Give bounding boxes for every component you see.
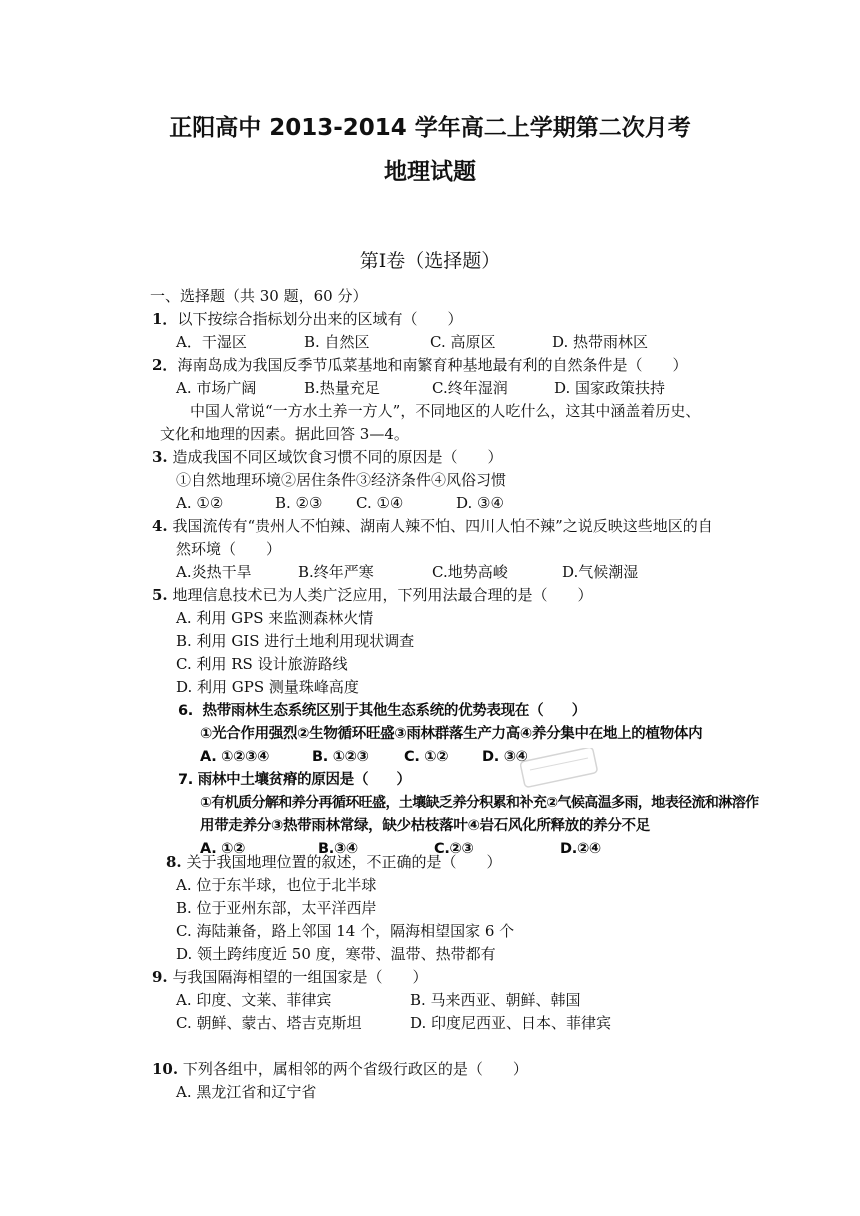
question-6-number: 6. bbox=[178, 703, 193, 719]
q8-option-b: B. 位于亚州东部，太平洋西岸 bbox=[176, 899, 377, 917]
q1-option-b: B. 自然区 bbox=[304, 333, 370, 351]
q8-option-c: C. 海陆兼备，路上邻国 14 个，隔海相望国家 6 个 bbox=[176, 922, 515, 940]
q7-option-a: A. ①② bbox=[200, 841, 246, 857]
q4-option-c: C.地势高峻 bbox=[432, 563, 508, 581]
q9-option-c: C. 朝鲜、蒙古、塔吉克斯坦 bbox=[176, 1014, 362, 1032]
question-5-text: 地理信息技术已为人类广泛应用，下列用法最合理的是（ ） bbox=[172, 586, 593, 604]
question-1 bbox=[152, 309, 462, 329]
q4-option-a: A.炎热干旱 bbox=[176, 563, 252, 581]
question-9-text: 与我国隔海相望的一组国家是（ ） bbox=[172, 968, 428, 986]
question-4 bbox=[152, 516, 713, 536]
q6-option-b: B. ①②③ bbox=[312, 749, 369, 765]
exam-title: 正阳高中 2013-2014 学年高二上学期第二次月考 bbox=[169, 115, 691, 141]
q1-option-d: D. 热带雨林区 bbox=[552, 333, 649, 351]
question-9 bbox=[152, 967, 427, 987]
q7-stem-line-2: 用带走养分③热带雨林常绿，缺少枯枝落叶④岩石风化所释放的养分不足 bbox=[200, 818, 650, 834]
q2-option-d: D. 国家政策扶持 bbox=[554, 379, 666, 397]
question-1-text: 以下按综合指标划分出来的区域有（ ） bbox=[177, 310, 463, 328]
q3-stem: ①自然地理环境②居住条件③经济条件④风俗习惯 bbox=[176, 471, 507, 489]
question-3 bbox=[152, 447, 502, 467]
q3-option-a: A. ①② bbox=[176, 494, 224, 512]
question-2 bbox=[152, 355, 687, 375]
watermark-stamp-icon bbox=[520, 748, 600, 788]
section-heading: 一、选择题（共 30 题，60 分） bbox=[150, 287, 368, 305]
q6-option-c: C. ①② bbox=[404, 749, 449, 765]
question-6-text: 热带雨林生态系统区别于其他生态系统的优势表现在（ ） bbox=[202, 703, 586, 719]
passage-line-1: 中国人常说“一方水土养一方人”，不同地区的人吃什么，这其中涵盖着历史、 bbox=[190, 402, 701, 420]
q2-option-b: B.热量充足 bbox=[304, 379, 380, 397]
q7-option-b: B.③④ bbox=[318, 841, 358, 857]
volume-heading: 第Ⅰ卷（选择题） bbox=[359, 250, 501, 272]
q8-option-d: D. 领土跨纬度近 50 度，寒带、温带、热带都有 bbox=[176, 945, 496, 963]
q8-option-a: A. 位于东半球，也位于北半球 bbox=[176, 876, 377, 894]
q5-option-b: B. 利用 GIS 进行土地利用现状调查 bbox=[176, 632, 415, 650]
question-3-text: 造成我国不同区域饮食习惯不同的原因是（ ） bbox=[172, 448, 503, 466]
q2-option-c: C.终年湿润 bbox=[432, 379, 508, 397]
passage-line-2: 文化和地理的因素。据此回答 3—4。 bbox=[160, 425, 409, 443]
q3-option-b: B. ②③ bbox=[275, 494, 323, 512]
q6-stem: ①光合作用强烈②生物循环旺盛③雨林群落生产力高④养分集中在地上的植物体内 bbox=[200, 726, 703, 742]
q6-option-d: D. ③④ bbox=[482, 749, 528, 765]
q9-option-d: D. 印度尼西亚、日本、菲律宾 bbox=[410, 1014, 612, 1032]
question-9-number: 9. bbox=[152, 968, 168, 986]
q7-option-d: D.②④ bbox=[560, 841, 601, 857]
question-4-text-cont: 然环境（ ） bbox=[176, 540, 282, 558]
q7-stem-line-1: ①有机质分解和养分再循环旺盛，土壤缺乏养分积累和补充②气候高温多雨，地表径流和淋溶作 bbox=[200, 795, 759, 811]
q4-option-b: B.终年严寒 bbox=[298, 563, 374, 581]
q1-option-c: C. 高原区 bbox=[430, 333, 496, 351]
question-6 bbox=[178, 701, 586, 721]
question-1-number: 1． bbox=[152, 310, 178, 328]
question-4-text: 我国流传有“贵州人不怕辣、湖南人辣不怕、四川人怕不辣”之说反映这些地区的自 bbox=[172, 517, 713, 535]
question-7-text: 雨林中土壤贫瘠的原因是（ ） bbox=[197, 772, 411, 788]
question-3-number: 3. bbox=[152, 448, 168, 466]
q10-option-a: A. 黑龙江省和辽宁省 bbox=[176, 1083, 317, 1101]
question-8-number: 8. bbox=[166, 853, 182, 871]
q9-option-a: A. 印度、文莱、菲律宾 bbox=[176, 991, 332, 1009]
question-2-number: 2． bbox=[152, 356, 178, 374]
question-10-number: 10. bbox=[152, 1060, 179, 1078]
question-7-number: 7. bbox=[178, 772, 193, 788]
q9-option-b: B. 马来西亚、朝鲜、韩国 bbox=[410, 991, 581, 1009]
q3-option-d: D. ③④ bbox=[456, 494, 504, 512]
q5-option-c: C. 利用 RS 设计旅游路线 bbox=[176, 655, 348, 673]
q5-option-a: A. 利用 GPS 来监测森林火情 bbox=[176, 609, 374, 627]
q3-option-c: C. ①④ bbox=[356, 494, 404, 512]
question-10-text: 下列各组中，属相邻的两个省级行政区的是（ ） bbox=[182, 1060, 528, 1078]
q4-option-d: D.气候潮湿 bbox=[562, 563, 639, 581]
q1-option-a: A．干湿区 bbox=[176, 333, 247, 351]
question-8 bbox=[166, 852, 501, 872]
q2-option-a: A. 市场广阔 bbox=[176, 379, 257, 397]
q5-option-d: D. 利用 GPS 测量珠峰高度 bbox=[176, 678, 359, 696]
question-8-text: 关于我国地理位置的叙述，不正确的是（ ） bbox=[186, 853, 502, 871]
question-7 bbox=[178, 770, 411, 790]
question-2-text: 海南岛成为我国反季节瓜菜基地和南繁育种基地最有利的自然条件是（ ） bbox=[177, 356, 688, 374]
question-5-number: 5. bbox=[152, 586, 168, 604]
question-5 bbox=[152, 585, 592, 605]
q7-option-c: C.②③ bbox=[434, 841, 474, 857]
question-4-number: 4. bbox=[152, 517, 168, 535]
question-10 bbox=[152, 1059, 528, 1079]
exam-subject-title: 地理试题 bbox=[384, 159, 476, 185]
q6-option-a: A. ①②③④ bbox=[200, 749, 270, 765]
